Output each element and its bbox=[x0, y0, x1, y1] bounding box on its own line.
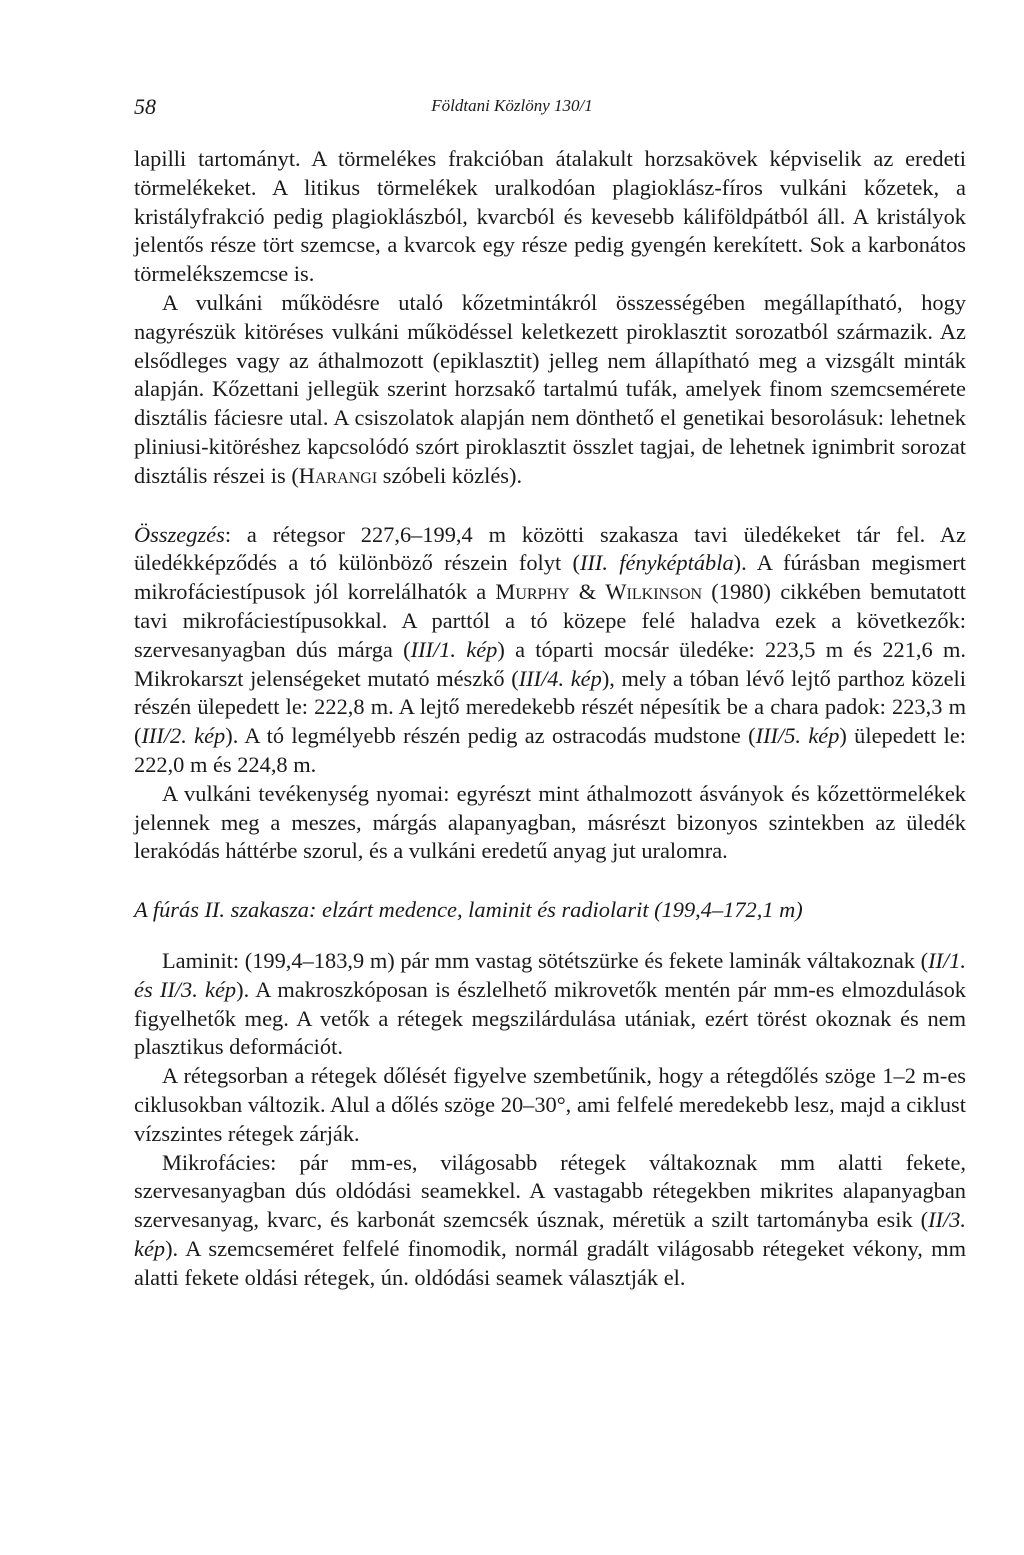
paragraph-dip: A rétegsorban a rétegek dőlését figyelve szembetűnik, hogy a rétegdőlés szöge 1–2 m-es ciklusokban változik. Alul a dőlés szöge 20–30°, ami felfelé meredekebb lesz, majd a ciklust vízszintes rétegek zárják. bbox=[134, 1063, 966, 1146]
summary-label: Összegzés bbox=[134, 521, 225, 547]
figure-reference: II/1. és II/3. kép bbox=[134, 947, 966, 1002]
microfacies-text-a: Mikrofácies: pár mm-es, világosabb rétegek váltakoznak mm alatti fekete, szervesanyagban dús oldódási seamekkel. A vastagabb rétegekben mikrites alapanyagban szervesanyag, kvarc, és karbonát szemcsék úsznak, méretük a szilt tartományba esik ( bbox=[134, 1149, 966, 1233]
page-header bbox=[0, 94, 1024, 124]
summary-text-f: ). A tó legmélyebb részén pedig az ostracodás mudstone ( bbox=[225, 723, 756, 749]
figure-reference: III/4. kép bbox=[518, 665, 602, 691]
author-name: Wilkinson bbox=[605, 579, 703, 605]
paragraph-2-text-a: A vulkáni működésre utaló kőzetmintákról összességében megállapítható, hogy nagyrészük kitöréses vulkáni működéssel keletkezett piroklasztit sorozatból származik. Az elsődleges vagy az áthalmozott (epiklasztit) jelleg nem állapítható meg a vizsgált minták alapján. Kőzettani jellegük szerint horzsakő tartalmú tufák, amelyek finom szemcsemérete disztális fáciesre utal. A csiszolatok alapján nem dönthető el genetikai besorolásuk: lehetnek pliniusi-kitöréshez kapcsolódó szórt piroklasztit összlet tagjai, de lehetnek ignimbrit sorozat disztális részei is ( bbox=[134, 289, 966, 488]
spacer bbox=[134, 491, 966, 521]
laminit-text-a: Laminit: (199,4–183,9 m) pár mm vastag sötétszürke és fekete laminák váltakoznak ( bbox=[162, 947, 929, 973]
summary-text-b: ). A fúrásban megismert mikrofáciestípusok jól korrelálhatók a bbox=[134, 550, 966, 605]
body-text bbox=[134, 145, 966, 1292]
figure-reference: III. fényképtábla bbox=[579, 550, 734, 576]
summary-text-e: ), mely a tóban lévő lejtő parthoz közeli részén ülepedett le: 222,8 m. A lejtő meredekebb részét népesítik be a chara padok: 223,3 m ( bbox=[134, 665, 966, 749]
ampersand: & bbox=[569, 579, 606, 605]
summary-text-g: ) ülepedett le: 222,0 m és 224,8 m. bbox=[134, 723, 966, 777]
laminit-text-b: ). A makroszkóposan is észlelhető mikrovetők mentén pár mm-es elmozdulások figyelhetők meg. A vetők a rétegek megszilárdulása utániak, ezért törést okoznak és nem plasztikus deformációt. bbox=[134, 976, 966, 1060]
summary-text-d: ) a tóparti mocsár üledéke: 223,5 m és 221,6 m. Mikrokarszt jelenségeket mutató mészkő ( bbox=[134, 636, 966, 691]
author-name: Harangi bbox=[298, 462, 378, 488]
figure-reference: III/1. kép bbox=[410, 636, 498, 662]
paragraph-laminit bbox=[134, 947, 966, 1062]
summary-text-a: : a rétegsor 227,6–199,4 m közötti szakasza tavi üledékeket tár fel. Az üledékképződés a tó különböző részein folyt ( bbox=[134, 521, 966, 576]
figure-reference: III/5. kép bbox=[755, 723, 840, 749]
spacer bbox=[134, 925, 966, 947]
author-name: Murphy bbox=[495, 579, 570, 605]
paragraph-2 bbox=[134, 289, 966, 491]
figure-reference: II/3. kép bbox=[134, 1207, 966, 1261]
microfacies-text-b: ). A szemcseméret felfelé finomodik, normál gradált világosabb rétegeket vékony, mm alatti fekete oldási rétegek, ún. oldódási seamek választják el. bbox=[134, 1235, 966, 1290]
spacer bbox=[134, 866, 966, 896]
section-heading: A fúrás II. szakasza: elzárt medence, laminit és radiolarit (199,4–172,1 m) bbox=[134, 897, 803, 923]
paragraph-1: lapilli tartományt. A törmelékes frakcióban átalakult horzsakövek képviselik az eredeti törmelékeket. A litikus törmelékek uralkodóan plagioklász-fíros vulkáni kőzetek, a kristályfrakció pedig plagioklászból, kvarcból és kevesebb káliföldpátból áll. A kristályok jelentős része tört szemcse, a kvarcok egy része pedig gyengén kerekített. Sok a karbonátos törmelékszemcse is. bbox=[134, 146, 966, 287]
paragraph-volcanic: A vulkáni tevékenység nyomai: egyrészt mint áthalmozott ásványok és kőzettörmelékek jelennek meg a meszes, márgás alapanyagban, másrészt bizonyos szintekben az üledék lerakódás háttérbe szorul, és a vulkáni eredetű anyag jut uralomra. bbox=[134, 780, 966, 864]
paragraph-microfacies bbox=[134, 1149, 966, 1293]
running-title: Földtani Közlöny 130/1 bbox=[431, 96, 593, 115]
figure-reference: III/2. kép bbox=[141, 723, 226, 749]
paragraph-2-text-b: szóbeli közlés). bbox=[377, 462, 523, 488]
paragraph-summary bbox=[134, 521, 966, 780]
page-number: 58 bbox=[134, 94, 156, 119]
summary-text-c: (1980) cikkében bemutatott tavi mikrofáciestípusokkal. A parttól a tó közepe felé haladva ezek a következők: szervesanyagban dús márga ( bbox=[134, 579, 966, 662]
